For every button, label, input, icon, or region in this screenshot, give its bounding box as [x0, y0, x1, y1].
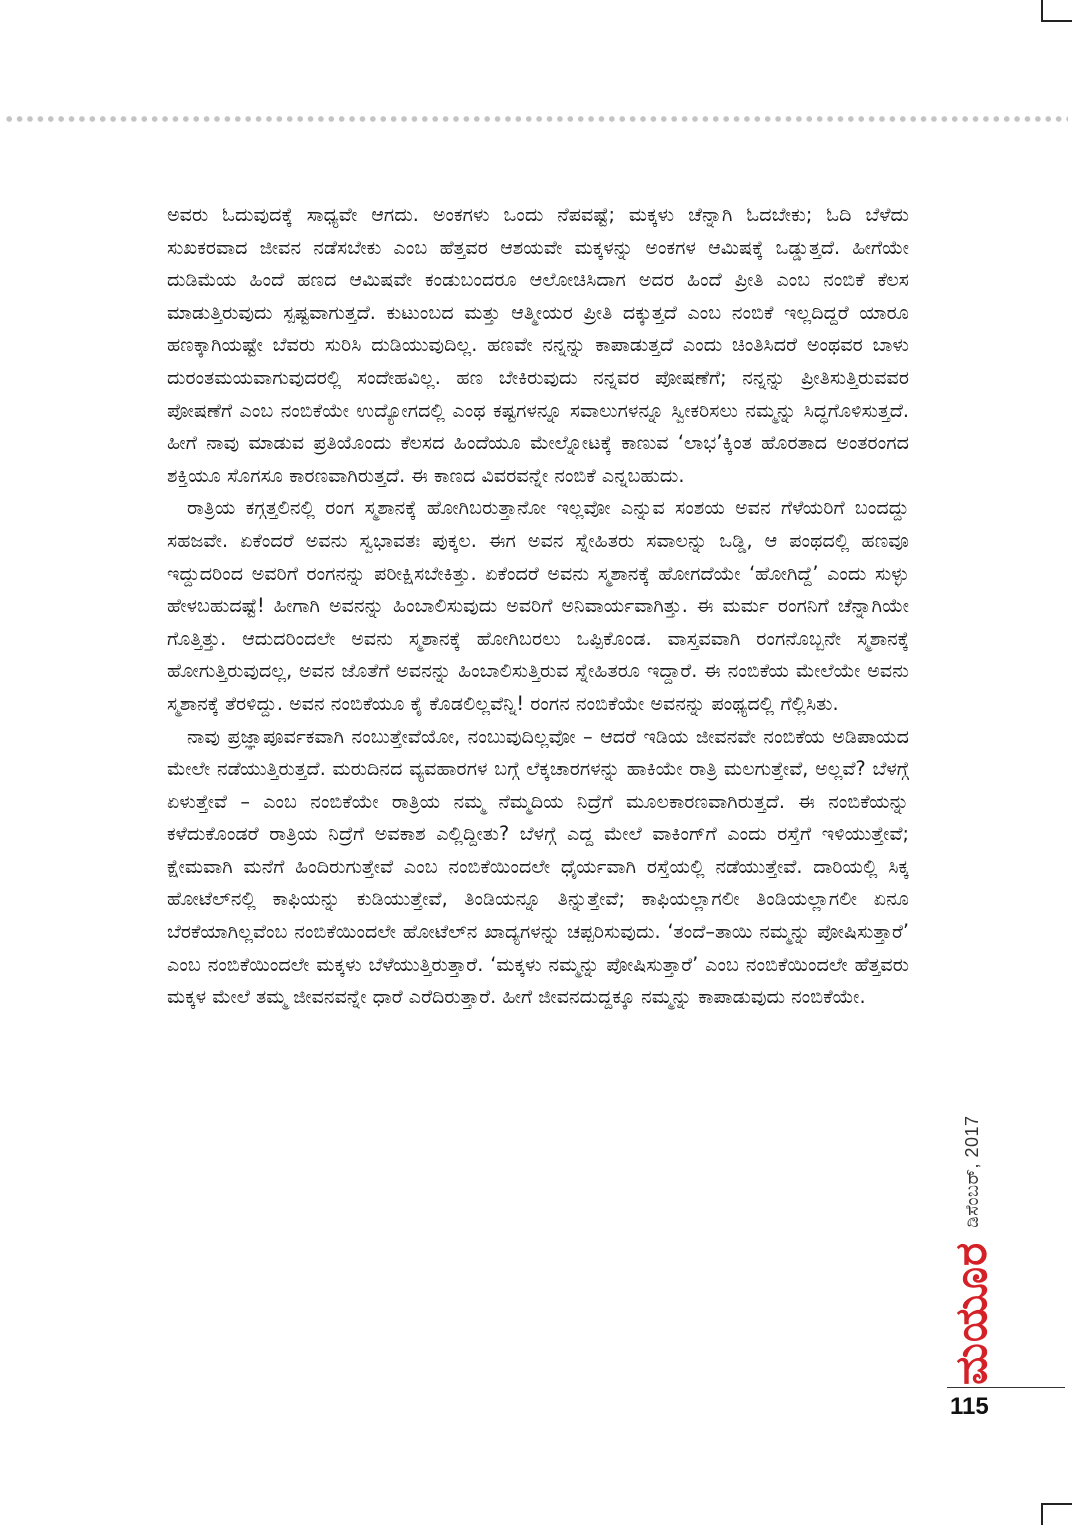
- page-number-rule: [947, 1387, 1065, 1388]
- crop-mark-bottom: [1041, 1503, 1072, 1525]
- dotted-header-rule: [4, 115, 1068, 123]
- magazine-logo: ಮಯೂರ: [946, 1241, 997, 1385]
- issue-date: ಡಿಸೆಂಬರ್, 2017: [961, 1115, 982, 1228]
- paragraph-1: ಅವರು ಓದುವುದಕ್ಕೆ ಸಾಧ್ಯವೇ ಆಗದು. ಅಂಕಗಳು ಒಂದು ನೆಪವಷ್ಟೆ; ಮಕ್ಕಳು ಚೆನ್ನಾಗಿ ಓದಬೇಕು; ಓದಿ ಬೆಳೆದು ಸುಖಕರವಾದ ಜೀವನ ನಡೆಸಬೇಕು ಎಂಬ ಹೆತ್ತವರ ಆಶಯವೇ ಮಕ್ಕಳನ್ನು ಅಂಕಗಳ ಆಮಿಷಕ್ಕೆ ಒಡ್ಡುತ್ತದೆ. ಹೀಗೆಯೇ ದುಡಿಮೆಯ ಹಿಂದೆ ಹಣದ ಆಮಿಷವೇ ಕಂಡುಬಂದರೂ ಆಲೋಚಿಸಿದಾಗ ಅದರ ಹಿಂದೆ ಪ್ರೀತಿ ಎಂಬ ನಂಬಿಕೆ ಕೆಲಸ ಮಾಡುತ್ತಿರುವುದು ಸ್ಪಷ್ಟವಾಗುತ್ತದೆ. ಕುಟುಂಬದ ಮತ್ತು ಆತ್ಮೀಯರ ಪ್ರೀತಿ ದಕ್ಕುತ್ತದೆ ಎಂಬ ನಂಬಿಕೆ ಇಲ್ಲದಿದ್ದರೆ ಯಾರೂ ಹಣಕ್ಕಾಗಿಯಷ್ಟೇ ಬೆವರು ಸುರಿಸಿ ದುಡಿಯುವುದಿಲ್ಲ. ಹಣವೇ ನನ್ನನ್ನು ಕಾಪಾಡುತ್ತದೆ ಎಂದು ಚಿಂತಿಸಿದರೆ ಅಂಥವರ ಬಾಳು ದುರಂತಮಯವಾಗುವುದರಲ್ಲಿ ಸಂದೇಹವಿಲ್ಲ. ಹಣ ಬೇಕಿರುವುದು ನನ್ನವರ ಪೋಷಣೆಗೆ; ನನ್ನನ್ನು ಪ್ರೀತಿಸುತ್ತಿರುವವರ ಪೋಷಣೆಗೆ ಎಂಬ ನಂಬಿಕೆಯೇ ಉದ್ಯೋಗದಲ್ಲಿ ಎಂಥ ಕಷ್ಟಗಳನ್ನೂ ಸವಾಲುಗಳನ್ನೂ ಸ್ವೀಕರಿಸಲು ನಮ್ಮನ್ನು ಸಿದ್ಧಗೊಳಿಸುತ್ತದೆ. ಹೀಗೆ ನಾವು ಮಾಡುವ ಪ್ರತಿಯೊಂದು ಕೆಲಸದ ಹಿಂದೆಯೂ ಮೇಲ್ನೋಟಕ್ಕೆ ಕಾಣುವ ‘ಲಾಭ’ಕ್ಕಿಂತ ಹೊರತಾದ ಅಂತರಂಗದ ಶಕ್ತಿಯೂ ಸೊಗಸೂ ಕಾರಣವಾಗಿರುತ್ತದೆ. ಈ ಕಾಣದ ವಿವರವನ್ನೇ ನಂಬಿಕೆ ಎನ್ನಬಹುದು.: [167, 203, 909, 487]
- paragraph-2: ರಾತ್ರಿಯ ಕಗ್ಗತ್ತಲಿನಲ್ಲಿ ರಂಗ ಸ್ಮಶಾನಕ್ಕೆ ಹೋಗಿಬರುತ್ತಾನೋ ಇಲ್ಲವೋ ಎನ್ನುವ ಸಂಶಯ ಅವನ ಗೆಳೆಯರಿಗೆ ಬಂದದ್ದು ಸಹಜವೇ. ಏಕೆಂದರೆ ಅವನು ಸ್ವಭಾವತಃ ಪುಕ್ಕಲ. ಈಗ ಅವನ ಸ್ನೇಹಿತರು ಸವಾಲನ್ನು ಒಡ್ಡಿ, ಆ ಪಂಥದಲ್ಲಿ ಹಣವೂ ಇದ್ದುದರಿಂದ ಅವರಿಗೆ ರಂಗನನ್ನು ಪರೀಕ್ಷಿಸಬೇಕಿತ್ತು. ಏಕೆಂದರೆ ಅವನು ಸ್ಮಶಾನಕ್ಕೆ ಹೋಗದೆಯೇ ‘ಹೋಗಿದ್ದೆ’ ಎಂದು ಸುಳ್ಳು ಹೇಳಬಹುದಷ್ಟೆ! ಹೀಗಾಗಿ ಅವನನ್ನು ಹಿಂಬಾಲಿಸುವುದು ಅವರಿಗೆ ಅನಿವಾರ್ಯವಾಗಿತ್ತು. ಈ ಮರ್ಮ ರಂಗನಿಗೆ ಚೆನ್ನಾಗಿಯೇ ಗೊತ್ತಿತ್ತು. ಆದುದರಿಂದಲೇ ಅವನು ಸ್ಮಶಾನಕ್ಕೆ ಹೋಗಿಬರಲು ಒಪ್ಪಿಕೊಂಡ. ವಾಸ್ತವವಾಗಿ ರಂಗನೊಬ್ಬನೇ ಸ್ಮಶಾನಕ್ಕೆ ಹೋಗುತ್ತಿರುವುದಲ್ಲ, ಅವನ ಜೊತೆಗೆ ಅವನನ್ನು ಹಿಂಬಾಲಿಸುತ್ತಿರುವ ಸ್ನೇಹಿತರೂ ಇದ್ದಾರೆ. ಈ ನಂಬಿಕೆಯ ಮೇಲೆಯೇ ಅವನು ಸ್ಮಶಾನಕ್ಕೆ ತೆರಳಿದ್ದು. ಅವನ ನಂಬಿಕೆಯೂ ಕೈ ಕೊಡಲಿಲ್ಲವೆನ್ನಿ! ರಂಗನ ನಂಬಿಕೆಯೇ ಅವನನ್ನು ಪಂಥ್ಯದಲ್ಲಿ ಗೆಲ್ಲಿಸಿತು.: [167, 496, 909, 715]
- article-body: [167, 199, 909, 1014]
- crop-mark-top: [1041, 0, 1072, 22]
- vertical-masthead: [946, 1115, 997, 1385]
- page-number: 115: [950, 1393, 989, 1420]
- paragraph-3: ನಾವು ಪ್ರಜ್ಞಾಪೂರ್ವಕವಾಗಿ ನಂಬುತ್ತೇವೆಯೋ, ನಂಬುವುದಿಲ್ಲವೋ – ಆದರೆ ಇಡಿಯ ಜೀವನವೇ ನಂಬಿಕೆಯ ಅಡಿಪಾಯದ ಮೇಲೇ ನಡೆಯುತ್ತಿರುತ್ತದೆ. ಮರುದಿನದ ವ್ಯವಹಾರಗಳ ಬಗ್ಗೆ ಲೆಕ್ಕಚಾರಗಳನ್ನು ಹಾಕಿಯೇ ರಾತ್ರಿ ಮಲಗುತ್ತೇವೆ, ಅಲ್ಲವೆ? ಬೆಳಗ್ಗೆ ಏಳುತ್ತೇವೆ – ಎಂಬ ನಂಬಿಕೆಯೇ ರಾತ್ರಿಯ ನಮ್ಮ ನೆಮ್ಮದಿಯ ನಿದ್ರೆಗೆ ಮೂಲಕಾರಣವಾಗಿರುತ್ತದೆ. ಈ ನಂಬಿಕೆಯನ್ನು ಕಳೆದುಕೊಂಡರೆ ರಾತ್ರಿಯ ನಿದ್ರೆಗೆ ಅವಕಾಶ ಎಲ್ಲಿದ್ದೀತು? ಬೆಳಗ್ಗೆ ಎದ್ದ ಮೇಲೆ ವಾಕಿಂಗ್‌ಗೆ ಎಂದು ರಸ್ತೆಗೆ ಇಳಿಯುತ್ತೇವೆ; ಕ್ಷೇಮವಾಗಿ ಮನೆಗೆ ಹಿಂದಿರುಗುತ್ತೇವೆ ಎಂಬ ನಂಬಿಕೆಯಿಂದಲೇ ಧೈರ್ಯವಾಗಿ ರಸ್ತೆಯಲ್ಲಿ ನಡೆಯುತ್ತೇವೆ. ದಾರಿಯಲ್ಲಿ ಸಿಕ್ಕ ಹೋಟೆಲ್‌ನಲ್ಲಿ ಕಾಫಿಯನ್ನು ಕುಡಿಯುತ್ತೇವೆ, ತಿಂಡಿಯನ್ನೂ ತಿನ್ನುತ್ತೇವೆ; ಕಾಫಿಯಲ್ಲಾಗಲೀ ತಿಂಡಿಯಲ್ಲಾಗಲೀ ಏನೂ ಬೆರಕೆಯಾಗಿಲ್ಲವೆಂಬ ನಂಬಿಕೆಯಿಂದಲೇ ಹೋಟೆಲ್‌ನ ಖಾದ್ಯಗಳನ್ನು ಚಪ್ಪರಿಸುವುದು. ‘ತಂದೆ–ತಾಯಿ ನಮ್ಮನ್ನು ಪೋಷಿಸುತ್ತಾರೆ’ ಎಂಬ ನಂಬಿಕೆಯಿಂದಲೇ ಮಕ್ಕಳು ಬೆಳೆಯುತ್ತಿರುತ್ತಾರೆ. ‘ಮಕ್ಕಳು ನಮ್ಮನ್ನು ಪೋಷಿಸುತ್ತಾರೆ’ ಎಂಬ ನಂಬಿಕೆಯಿಂದಲೇ ಹೆತ್ತವರು ಮಕ್ಕಳ ಮೇಲೆ ತಮ್ಮ ಜೀವನವನ್ನೇ ಧಾರೆ ಎರೆದಿರುತ್ತಾರೆ. ಹೀಗೆ ಜೀವನದುದ್ದಕ್ಕೂ ನಮ್ಮನ್ನು ಕಾಪಾಡುವುದು ನಂಬಿಕೆಯೇ.: [167, 724, 909, 1009]
